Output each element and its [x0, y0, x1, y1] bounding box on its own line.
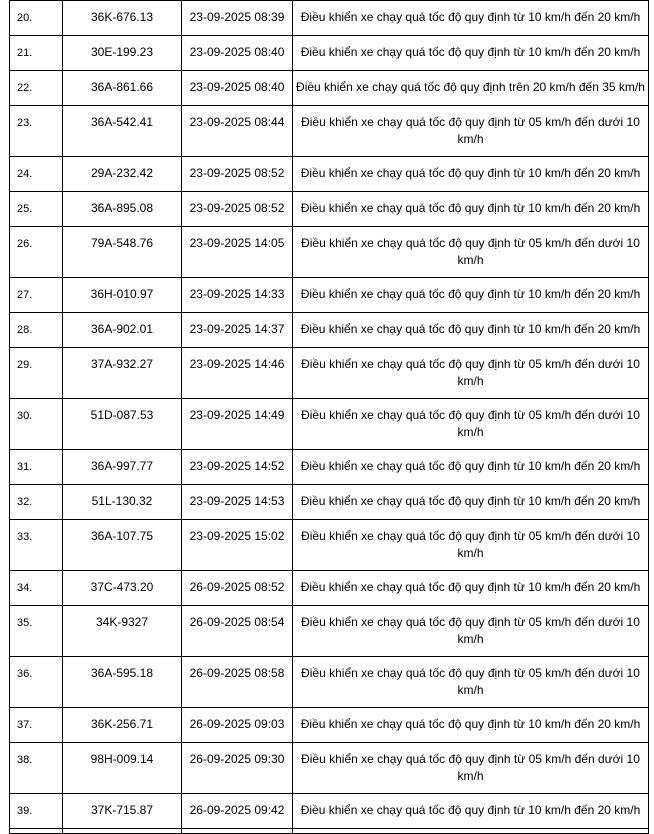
license-plate: 37C-473.20 [63, 571, 182, 606]
row-number: 37. [10, 708, 63, 743]
row-number: 28. [10, 313, 63, 348]
violation-description: Điều khiển xe chạy quá tốc độ quy định từ 05 km/h đến dưới 10 km/h [293, 606, 649, 657]
violation-description: Điều khiển xe chạy quá tốc độ quy định từ 10 km/h đến 20 km/h [293, 450, 649, 485]
violation-description: Điều khiển xe chạy quá tốc độ quy định từ 10 km/h đến 20 km/h [293, 36, 649, 71]
license-plate: 51L-130.32 [63, 485, 182, 520]
table-row [10, 348, 649, 399]
violation-time: 23-09-2025 14:49 [182, 399, 293, 450]
table-row [10, 71, 649, 106]
violation-description: Điều khiển xe chạy quá tốc độ quy định từ 05 km/h đến dưới 10 km/h [293, 348, 649, 399]
row-number: 25. [10, 192, 63, 227]
row-number: 39. [10, 794, 63, 829]
violation-description: Điều khiển xe chạy quá tốc độ quy định từ 05 km/h đến dưới 10 km/h [293, 657, 649, 708]
violation-time: 23-09-2025 14:05 [182, 227, 293, 278]
license-plate: 37A-932.27 [63, 348, 182, 399]
license-plate: 30E-199.23 [63, 36, 182, 71]
table-row [10, 36, 649, 71]
license-plate: 36A-902.01 [63, 313, 182, 348]
row-number: 22. [10, 71, 63, 106]
violation-time: 23-09-2025 08:44 [182, 106, 293, 157]
row-number: 21. [10, 36, 63, 71]
license-plate: 29A-232.42 [63, 157, 182, 192]
row-number: 33. [10, 520, 63, 571]
license-plate: 98H-009.14 [63, 743, 182, 794]
violation-description: Điều khiển xe chạy quá tốc độ quy định từ 10 km/h đến 20 km/h [293, 794, 649, 829]
empty-cell [293, 829, 649, 834]
empty-cell [10, 829, 63, 834]
violation-description: Điều khiển xe chạy quá tốc độ quy định từ 10 km/h đến 20 km/h [293, 571, 649, 606]
table-row [10, 485, 649, 520]
violation-time: 26-09-2025 09:42 [182, 794, 293, 829]
violation-description: Điều khiển xe chạy quá tốc độ quy định từ 05 km/h đến dưới 10 km/h [293, 743, 649, 794]
violation-description: Điều khiển xe chạy quá tốc độ quy định từ 10 km/h đến 20 km/h [293, 708, 649, 743]
table-row [10, 520, 649, 571]
row-number: 31. [10, 450, 63, 485]
violation-description: Điều khiển xe chạy quá tốc độ quy định từ 10 km/h đến 20 km/h [293, 278, 649, 313]
violation-description: Điều khiển xe chạy quá tốc độ quy định từ 10 km/h đến 20 km/h [293, 157, 649, 192]
violation-time: 26-09-2025 08:54 [182, 606, 293, 657]
row-number: 23. [10, 106, 63, 157]
license-plate: 36A-861.66 [63, 71, 182, 106]
violation-time: 23-09-2025 08:52 [182, 157, 293, 192]
table-row [10, 227, 649, 278]
violation-time: 23-09-2025 14:33 [182, 278, 293, 313]
table-row [10, 106, 649, 157]
license-plate: 79A-548.76 [63, 227, 182, 278]
violation-time: 23-09-2025 08:39 [182, 1, 293, 36]
license-plate: 36A-107.75 [63, 520, 182, 571]
row-number: 29. [10, 348, 63, 399]
table-row [10, 157, 649, 192]
table-row [10, 606, 649, 657]
row-number: 26. [10, 227, 63, 278]
license-plate: 36A-595.18 [63, 657, 182, 708]
table-row [10, 794, 649, 829]
table-row [10, 743, 649, 794]
violation-time: 26-09-2025 09:03 [182, 708, 293, 743]
row-number: 32. [10, 485, 63, 520]
row-number: 38. [10, 743, 63, 794]
violation-time: 23-09-2025 14:53 [182, 485, 293, 520]
table-row [10, 313, 649, 348]
violations-table-container [9, 0, 648, 834]
license-plate: 36K-256.71 [63, 708, 182, 743]
row-number: 35. [10, 606, 63, 657]
table-body [10, 1, 649, 834]
license-plate: 34K-9327 [63, 606, 182, 657]
violation-time: 23-09-2025 08:40 [182, 71, 293, 106]
table-row [10, 450, 649, 485]
license-plate: 36H-010.97 [63, 278, 182, 313]
violation-time: 23-09-2025 15:02 [182, 520, 293, 571]
table-row [10, 571, 649, 606]
violation-description: Điều khiển xe chạy quá tốc độ quy định từ 10 km/h đến 20 km/h [293, 1, 649, 36]
violation-time: 23-09-2025 14:46 [182, 348, 293, 399]
table-row [10, 708, 649, 743]
violation-description: Điều khiển xe chạy quá tốc độ quy định từ 05 km/h đến dưới 10 km/h [293, 520, 649, 571]
row-number: 24. [10, 157, 63, 192]
table-row [10, 192, 649, 227]
violation-time: 23-09-2025 08:40 [182, 36, 293, 71]
violations-table [9, 0, 649, 834]
violation-time: 26-09-2025 09:30 [182, 743, 293, 794]
violation-time: 26-09-2025 08:58 [182, 657, 293, 708]
row-number: 34. [10, 571, 63, 606]
row-number: 36. [10, 657, 63, 708]
table-row [10, 399, 649, 450]
violation-time: 23-09-2025 08:52 [182, 192, 293, 227]
violation-time: 23-09-2025 14:37 [182, 313, 293, 348]
row-number: 27. [10, 278, 63, 313]
violation-time: 26-09-2025 08:52 [182, 571, 293, 606]
row-number: 30. [10, 399, 63, 450]
table-row [10, 657, 649, 708]
license-plate: 36K-676.13 [63, 1, 182, 36]
table-row [10, 1, 649, 36]
license-plate: 37K-715.87 [63, 794, 182, 829]
violation-time: 23-09-2025 14:52 [182, 450, 293, 485]
row-number: 20. [10, 1, 63, 36]
license-plate: 51D-087.53 [63, 399, 182, 450]
violation-description: Điều khiển xe chạy quá tốc độ quy định từ 10 km/h đến 20 km/h [293, 485, 649, 520]
empty-cell [63, 829, 182, 834]
violation-description: Điều khiển xe chạy quá tốc độ quy định từ 05 km/h đến dưới 10 km/h [293, 227, 649, 278]
license-plate: 36A-997.77 [63, 450, 182, 485]
violation-description: Điều khiển xe chạy quá tốc độ quy định từ 10 km/h đến 20 km/h [293, 192, 649, 227]
license-plate: 36A-542.41 [63, 106, 182, 157]
violation-description: Điều khiển xe chạy quá tốc độ quy định từ 10 km/h đến 20 km/h [293, 313, 649, 348]
license-plate: 36A-895.08 [63, 192, 182, 227]
violation-description: Điều khiển xe chạy quá tốc độ quy định từ 05 km/h đến dưới 10 km/h [293, 106, 649, 157]
table-row [10, 278, 649, 313]
table-row-partial [10, 829, 649, 834]
violation-description: Điều khiển xe chạy quá tốc độ quy định trên 20 km/h đến 35 km/h [293, 71, 649, 106]
violation-description: Điều khiển xe chạy quá tốc độ quy định từ 05 km/h đến dưới 10 km/h [293, 399, 649, 450]
empty-cell [182, 829, 293, 834]
